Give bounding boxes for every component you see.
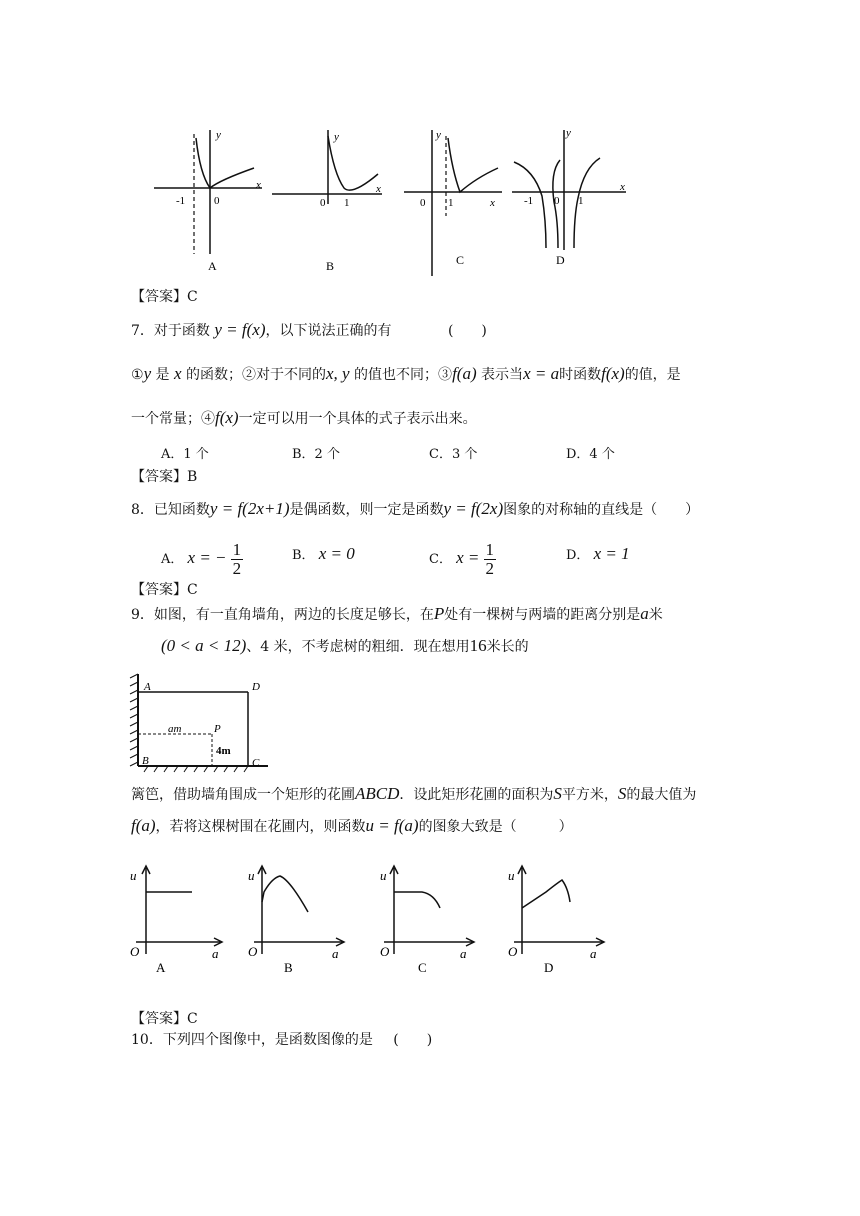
q9c-a-label: a [460,946,467,961]
q9-graph-d [506,862,614,974]
q7-statements-line1 [131,364,681,385]
q6c-y-label: y [436,129,441,141]
q9-point-p: P [433,604,445,623]
q8-option-d [566,544,630,566]
q8-option-c [429,536,496,580]
q9-stem-a: 9．如图，有一直角墙角，两边的长度足够长，在 [131,607,434,623]
q7-formula: y = f(x) [214,320,266,339]
q9-u-eq-fa: u = f(a) [365,816,419,835]
q6d-zero-label: 0 [554,195,560,207]
q9-graph-c [376,862,484,974]
q6b-y-label: y [334,131,339,143]
q9-graph-a [126,862,234,974]
q7-text-shi: 是 [151,367,175,383]
q9-line3-g: 的最大值为 [626,787,697,803]
q9-label-p: P [214,723,221,735]
q7-answer-paren: ( ) [447,323,487,339]
q9-label-c: C [252,757,260,769]
q8-stem [131,499,699,520]
q6-graph-c [402,124,506,280]
q9d-a-label: a [590,946,597,961]
q7-text-6: 的值，是 [624,367,681,383]
q9-sixteen: 16 [469,636,487,655]
q7-fa: f(a) [452,364,477,383]
q6a-y-label: y [216,129,221,141]
q8-option-b-value: x = 0 [318,544,355,563]
q6-answer: 【答案】C [131,289,198,305]
q9-label-b: B [142,755,149,767]
q9c-u-label: u [380,868,387,883]
q8-option-a-lhs: x = − [187,548,227,567]
q6c-zero-label: 0 [420,197,426,209]
q8-answer: 【答案】C [131,582,198,598]
q9-stem-line1 [131,604,663,625]
q9b-a-label: a [332,946,339,961]
q8-option-c-fraction [484,541,497,578]
q9-s-var-2: S [617,784,627,803]
q9-line2-b: 、4 米，不考虑树的粗细．现在想用 [246,639,470,655]
q7-option-b: B．2 个 [292,447,340,462]
q8-option-c-label: C． [429,552,452,567]
q9-s-var-1: S [553,784,562,803]
q7-option-a: A．1 个 [161,447,209,462]
q9-line2-d: 米长的 [486,639,529,655]
q9b-u-label: u [248,868,255,883]
q9a-option-label: A [156,960,166,974]
q9c-o-label: O [380,944,390,959]
q9-label-4m: 4m [216,745,231,757]
q9a-o-label: O [130,944,140,959]
q9-label-a: A [144,681,151,693]
q9-stem-c: 米 [648,607,663,623]
q6d-option-label: D [556,253,565,267]
q8-stem-b: 是偶函数，则一定是函数 [289,502,444,518]
q8-option-a-numerator: 1 [232,540,242,559]
q7-statements-line2 [131,408,477,429]
q9-line3-a: 篱笆，借助墙角围成一个矩形的花圃 [131,787,355,803]
q6a-option-label: A [208,259,217,273]
q7-xy-vars: x, y [326,364,350,383]
q7-line2-text-2: 一定可以用一个具体的式子表示出来。 [238,411,477,427]
q9b-o-label: O [248,944,258,959]
q6b-one-label: 1 [344,197,350,209]
q7-x-var: x [174,364,182,383]
q9-range: (0 < a < 12) [161,636,247,655]
q6c-one-label: 1 [448,197,454,209]
q6a-neg1-label: -1 [176,195,186,207]
q9-stem-line4 [131,816,573,837]
q8-option-b-label: B． [292,548,315,563]
q6a-zero-label: 0 [214,195,220,207]
q7-answer: 【答案】B [131,469,198,485]
q7-text-2: 的函数；②对于不同的 [181,367,327,383]
q10-answer-paren: ( ) [393,1032,433,1048]
q9-line4-b: ，若将这棵树围在花圃内，则函数 [155,819,366,835]
q6c-x-label: x [490,197,495,209]
q8-option-a-fraction [231,541,244,578]
q9-stem-b: 处有一棵树与两墙的距离分别是 [444,607,641,623]
q7-line2-text-1: 一个常量；④ [131,411,215,427]
q7-option-c: C．3 个 [429,447,478,462]
q6-graph-d [508,124,632,276]
q10-stem [131,1030,432,1050]
q9-fa: f(a) [131,816,156,835]
q6c-option-label: C [456,253,465,267]
q7-text-5: 时函数 [559,367,602,383]
q9-garden-figure [128,672,272,776]
q9-label-d: D [252,681,260,693]
q8-formula-2: y = f(2x) [443,499,504,518]
q9-label-am: am [168,723,182,735]
q8-option-a-denominator: 2 [232,559,242,578]
q6a-x-label: x [256,179,261,191]
q7-stem [131,320,487,341]
q8-stem-c: 图象的对称轴的直线是（ ） [503,502,700,518]
q9-stem-line3 [131,784,696,805]
q8-option-a-label: A． [161,552,184,567]
q6d-one-label: 1 [578,195,584,207]
q9a-a-label: a [212,946,219,961]
q9a-u-label: u [130,868,137,883]
q7-option-d: D．4 个 [566,447,615,462]
q7-circle-1: ① [131,367,144,383]
q7-x-eq-a: x = a [523,364,560,383]
q7-text-4: 表示当 [476,367,524,383]
q7-y-var: y [143,364,152,383]
q9c-option-label: C [418,960,427,974]
q9b-option-label: B [284,960,293,974]
q10-stem-text: 10．下列四个图像中，是函数图像的是 [131,1032,373,1048]
q9d-option-label: D [544,960,554,974]
q9-line4-d: 的图象大致是（ ） [418,819,573,835]
q6-graph-b [270,124,390,276]
q8-option-c-lhs: x = [456,548,480,567]
q9d-u-label: u [508,868,515,883]
q9-line3-e: 平方米， [561,787,618,803]
q9-abcd: ABCD [355,784,400,803]
q6d-neg1-label: -1 [524,195,534,207]
q6b-x-label: x [376,183,381,195]
q7-stem-tail: ，以下说法正确的有 [265,323,392,339]
q9d-o-label: O [508,944,518,959]
q8-option-c-numerator: 1 [485,540,495,559]
q9-answer: 【答案】C [131,1011,198,1027]
q8-stem-a: 8．已知函数 [131,502,210,518]
q6d-x-label: x [620,181,625,193]
q8-option-b [292,544,355,566]
q6d-y-label: y [566,127,571,139]
q6-graph-a [150,124,268,276]
q7-text-3: 的值也不同；③ [349,367,453,383]
q9-stem-line2 [161,636,529,657]
q8-formula-1: y = f(2x+1) [209,499,290,518]
q8-option-c-denominator: 2 [485,559,495,578]
q6b-option-label: B [326,259,335,273]
q7-fx: f(x) [601,364,625,383]
q8-option-d-label: D． [566,548,590,563]
q7-stem-text: 7．对于函数 [131,323,210,339]
q9-var-a: a [640,604,649,623]
q6b-zero-label: 0 [320,197,326,209]
q7-line2-fx: f(x) [215,408,239,427]
q8-option-d-value: x = 1 [593,544,630,563]
q9-graph-b [246,862,354,974]
q8-option-a [161,536,243,580]
q9-line3-c: ．设此矩形花圃的面积为 [399,787,554,803]
